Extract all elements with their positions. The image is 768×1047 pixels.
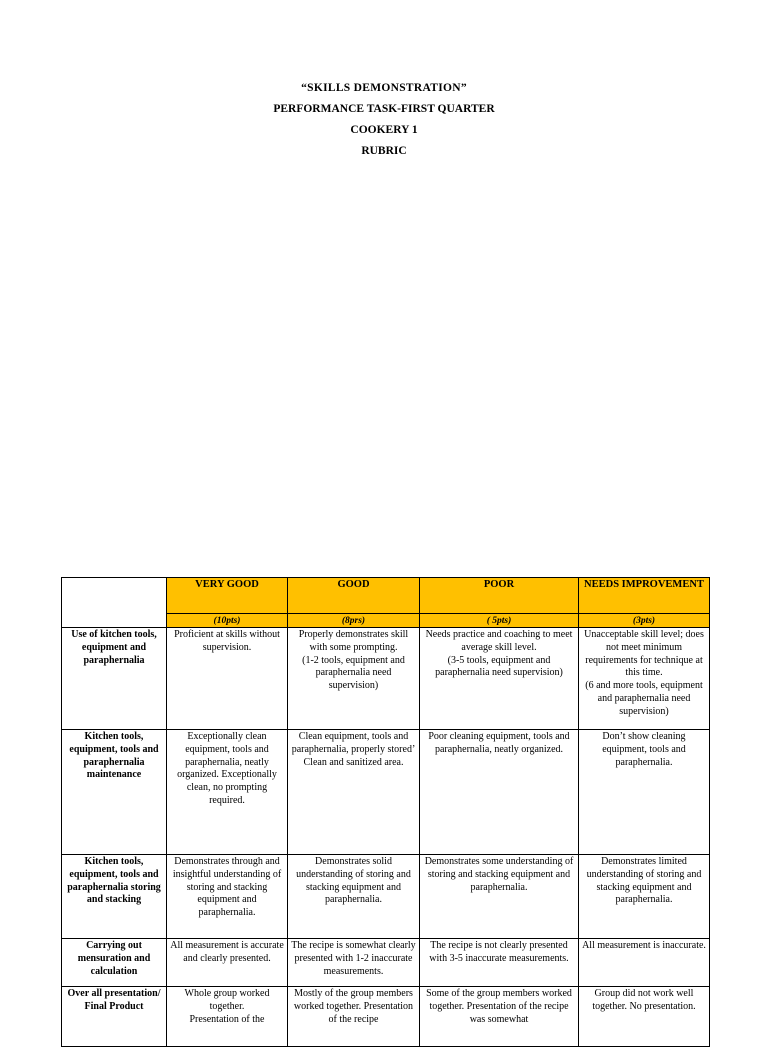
rubric-cell: The recipe is not clearly presented with 3-5 inaccurate measurements. xyxy=(420,939,579,987)
criterion-label: Over all presentation/ Final Product xyxy=(62,987,167,1047)
rubric-cell: All measurement is inaccurate. xyxy=(579,939,710,987)
rubric-cell: Poor cleaning equipment, tools and paraphernalia, neatly organized. xyxy=(420,730,579,855)
criterion-label: Use of kitchen tools, equipment and paraphernalia xyxy=(62,628,167,730)
rubric-cell: Demonstrates through and insightful understanding of storing and stacking equipment and paraphernalia. xyxy=(167,855,288,939)
rubric-cell: Needs practice and coaching to meet average skill level. (3-5 tools, equipment and paraphernalia need supervision) xyxy=(420,628,579,730)
rubric-cell: Some of the group members worked together. Presentation of the recipe was somewhat xyxy=(420,987,579,1047)
criterion-row xyxy=(62,730,710,855)
level-header-row xyxy=(62,578,710,614)
corner-cell xyxy=(62,578,167,628)
criterion-label: Kitchen tools, equipment, tools and paraphernalia maintenance xyxy=(62,730,167,855)
rubric-cell: Demonstrates limited understanding of storing and stacking equipment and paraphernalia. xyxy=(579,855,710,939)
criterion-row xyxy=(62,855,710,939)
criterion-row xyxy=(62,987,710,1047)
level-poor: POOR xyxy=(420,578,579,614)
rubric-cell: Unacceptable skill level; does not meet minimum requirements for technique at this time. (6 and more tools, equipment and paraphernalia need supervision) xyxy=(579,628,710,730)
rubric-cell: Exceptionally clean equipment, tools and paraphernalia, neatly organized. Exceptionally clean, no prompting required. xyxy=(167,730,288,855)
points-poor: ( 5pts) xyxy=(420,614,579,628)
rubric-cell: Proficient at skills without supervision. xyxy=(167,628,288,730)
level-good: GOOD xyxy=(288,578,420,614)
rubric-cell: Demonstrates some understanding of storing and stacking equipment and paraphernalia. xyxy=(420,855,579,939)
criterion-row xyxy=(62,628,710,730)
rubric-title: RUBRIC xyxy=(361,145,407,157)
document-header xyxy=(0,80,768,164)
points-good: (8prs) xyxy=(288,614,420,628)
rubric-cell: Whole group worked together. Presentation of the xyxy=(167,987,288,1047)
rubric-cell: Demonstrates solid understanding of storing and stacking equipment and paraphernalia. xyxy=(288,855,420,939)
criterion-row xyxy=(62,939,710,987)
criterion-label: Carrying out mensuration and calculation xyxy=(62,939,167,987)
rubric-cell: All measurement is accurate and clearly presented. xyxy=(167,939,288,987)
criterion-label: Kitchen tools, equipment, tools and paraphernalia storing and stacking xyxy=(62,855,167,939)
rubric-cell: Mostly of the group members worked together. Presentation of the recipe xyxy=(288,987,420,1047)
rubric-table xyxy=(61,577,710,1047)
rubric-cell: Clean equipment, tools and paraphernalia, properly stored’ Clean and sanitized area. xyxy=(288,730,420,855)
points-very-good: (10pts) xyxy=(167,614,288,628)
rubric-cell: The recipe is somewhat clearly presented with 1-2 inaccurate measurements. xyxy=(288,939,420,987)
rubric-cell: Properly demonstrates skill with some prompting. (1-2 tools, equipment and paraphernalia need supervision) xyxy=(288,628,420,730)
subject-title: COOKERY 1 xyxy=(350,124,418,136)
rubric-cell: Group did not work well together. No presentation. xyxy=(579,987,710,1047)
level-needs-improvement: NEEDS IMPROVEMENT xyxy=(579,578,710,614)
level-very-good: VERY GOOD xyxy=(167,578,288,614)
task-title: PERFORMANCE TASK-FIRST QUARTER xyxy=(273,103,495,115)
points-needs-improvement: (3pts) xyxy=(579,614,710,628)
rubric-cell: Don’t show cleaning equipment, tools and paraphernalia. xyxy=(579,730,710,855)
document-title: “SKILLS DEMONSTRATION” xyxy=(301,82,467,94)
